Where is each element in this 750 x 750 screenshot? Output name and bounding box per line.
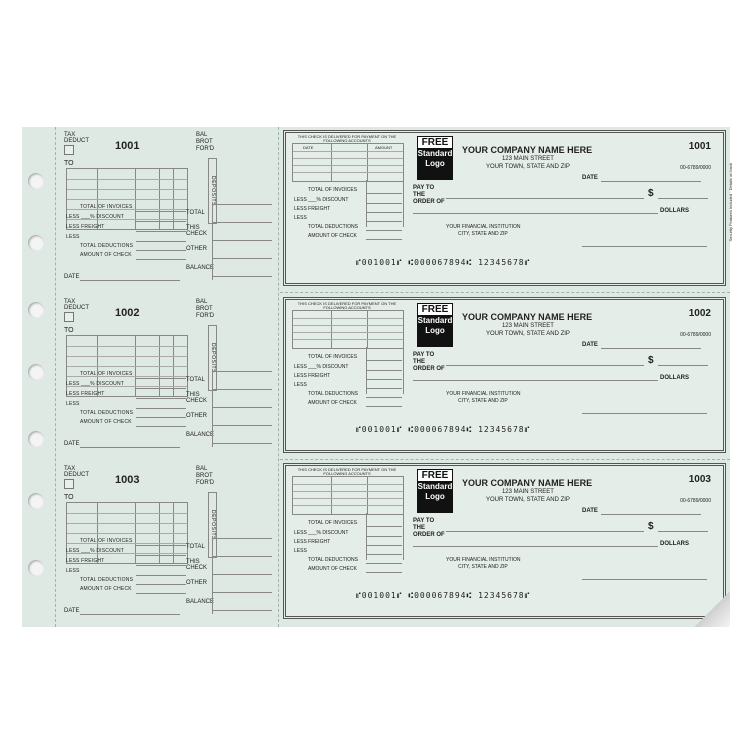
this-check-label: THIS CHECK — [186, 559, 208, 571]
check-stub — [60, 295, 275, 460]
company-street: 123 MAIN STREET — [501, 323, 554, 329]
deposits-label: DEPOSITS — [208, 325, 217, 391]
bank-name: YOUR FINANCIAL INSTITUTION — [446, 224, 521, 230]
memo-amount-header: AMOUNT — [375, 145, 393, 150]
routing-fraction: 00-6789/0000 — [680, 332, 711, 338]
pay-to-order-label: PAY TO THE ORDER OF — [413, 185, 445, 205]
bank-name: YOUR FINANCIAL INSTITUTION — [446, 557, 521, 563]
amount-words-line[interactable] — [413, 213, 658, 214]
check-date-line[interactable] — [601, 514, 701, 515]
date-label: DATE — [64, 608, 80, 614]
logo-free-text: FREE — [418, 470, 452, 481]
less-freight-label: LESS FREIGHT — [66, 391, 105, 397]
check-date-label: DATE — [582, 175, 598, 181]
less-discount-label: LESS ___% DISCOUNT — [66, 548, 125, 554]
total-deductions-label: TOTAL DEDUCTIONS — [80, 243, 134, 249]
other-label: OTHER — [186, 413, 207, 419]
memo-total-deductions-label: TOTAL DEDUCTIONS — [308, 224, 358, 230]
less-label: LESS — [66, 568, 80, 574]
check-date-line[interactable] — [601, 348, 701, 349]
logo-free-text: FREE — [418, 304, 452, 315]
logo-standard-text: Standard — [417, 149, 453, 158]
dollars-label: DOLLARS — [660, 541, 689, 547]
dollar-sign: $ — [648, 521, 654, 532]
memo-total-invoices-label: TOTAL OF INVOICES — [308, 520, 358, 526]
bank-city: CITY, STATE AND ZIP — [458, 564, 508, 570]
other-label: OTHER — [186, 246, 207, 252]
stub-number: 1001 — [115, 140, 140, 152]
total-invoices-label: TOTAL OF INVOICES — [80, 371, 133, 377]
this-check-label: THIS CHECK — [186, 225, 208, 237]
company-city: YOUR TOWN, STATE AND ZIP — [486, 331, 570, 337]
memo-less-freight-label: LESS FREIGHT — [294, 539, 331, 545]
memo-less-freight-label: LESS FREIGHT — [294, 373, 331, 379]
tax-deduct-label: TAX DEDUCT — [64, 466, 89, 478]
logo-logo-text: Logo — [425, 326, 445, 335]
binder-hole — [28, 431, 44, 447]
company-logo — [417, 303, 453, 347]
memo-amount-of-check-label: AMOUNT OF CHECK — [308, 566, 357, 572]
balance-brought-forward-label: BAL BROT FOR'D — [196, 466, 215, 486]
memo-grid — [292, 143, 404, 182]
stub-number: 1002 — [115, 307, 140, 319]
binder-hole — [28, 560, 44, 576]
bank-city: CITY, STATE AND ZIP — [458, 231, 508, 237]
logo-logo-text: Logo — [425, 492, 445, 501]
company-street: 123 MAIN STREET — [501, 489, 554, 495]
check-number: 1001 — [688, 141, 711, 152]
company-street: 123 MAIN STREET — [501, 156, 554, 162]
signature-line[interactable] — [582, 246, 707, 247]
perforation-horizontal — [280, 459, 730, 460]
company-name: YOUR COMPANY NAME HERE — [462, 145, 593, 155]
tax-deduct-label: TAX DEDUCT — [64, 299, 89, 311]
to-label: TO — [64, 494, 74, 501]
bank-name: YOUR FINANCIAL INSTITUTION — [446, 391, 521, 397]
check-body — [283, 463, 726, 619]
less-discount-label: LESS ___% DISCOUNT — [66, 214, 125, 220]
company-address — [486, 155, 570, 171]
memo-total-invoices-label: TOTAL OF INVOICES — [308, 187, 358, 193]
amount-line[interactable] — [658, 365, 708, 366]
company-address — [486, 322, 570, 338]
total-label: TOTAL — [186, 210, 205, 216]
to-label: TO — [64, 327, 74, 334]
pay-to-order-label: PAY TO THE ORDER OF — [413, 352, 445, 372]
balance-label: BALANCE — [186, 432, 215, 438]
total-deductions-label: TOTAL DEDUCTIONS — [80, 410, 134, 416]
logo-free-text: FREE — [418, 137, 452, 148]
security-note: Security Features Included · Details on back — [728, 163, 733, 242]
memo-less-label: LESS — [294, 382, 307, 388]
balance-label: BALANCE — [186, 599, 215, 605]
pay-to-order-label: PAY TO THE ORDER OF — [413, 518, 445, 538]
binder-hole — [28, 173, 44, 189]
memo-header: THIS CHECK IS DELIVERED FOR PAYMENT ON THE FOLLOWING ACCOUNTS — [297, 467, 397, 476]
less-label: LESS — [66, 234, 80, 240]
payee-line[interactable] — [446, 531, 644, 532]
check-number: 1003 — [688, 474, 711, 485]
check-stub — [60, 128, 275, 293]
check-stub — [60, 462, 275, 627]
signature-line[interactable] — [582, 579, 707, 580]
dollar-sign: $ — [648, 355, 654, 366]
memo-grid — [292, 310, 404, 349]
page-curl — [694, 591, 730, 627]
binder-hole — [28, 364, 44, 380]
amount-words-line[interactable] — [413, 380, 658, 381]
micr-line: ⑈001001⑈ ⑆000067894⑆ 12345678⑈ — [356, 591, 531, 600]
check-number: 1002 — [688, 308, 711, 319]
perforation-horizontal — [280, 292, 730, 293]
dollar-sign: $ — [648, 188, 654, 199]
check-date-label: DATE — [582, 508, 598, 514]
other-label: OTHER — [186, 580, 207, 586]
company-city: YOUR TOWN, STATE AND ZIP — [486, 497, 570, 503]
micr-line: ⑈001001⑈ ⑆000067894⑆ 12345678⑈ — [356, 258, 531, 267]
perforation-vertical — [55, 127, 56, 627]
company-logo — [417, 136, 453, 180]
tax-deduct-label: TAX DEDUCT — [64, 132, 89, 144]
deposits-label: DEPOSITS — [208, 158, 217, 224]
check-body — [283, 130, 733, 286]
balance-label: BALANCE — [186, 265, 215, 271]
balance-brought-forward-label: BAL BROT FOR'D — [196, 132, 215, 152]
company-logo — [417, 469, 453, 513]
financial-institution — [446, 557, 521, 571]
amount-words-line[interactable] — [413, 546, 658, 547]
total-deductions-label: TOTAL DEDUCTIONS — [80, 577, 134, 583]
amount-of-check-label: AMOUNT OF CHECK — [80, 419, 132, 425]
memo-less-label: LESS — [294, 215, 307, 221]
routing-fraction: 00-6789/0000 — [680, 165, 711, 171]
amount-line[interactable] — [658, 198, 708, 199]
tax-deduct-checkbox[interactable] — [64, 479, 74, 489]
total-label: TOTAL — [186, 544, 205, 550]
memo-amount-of-check-label: AMOUNT OF CHECK — [308, 233, 357, 239]
amount-of-check-label: AMOUNT OF CHECK — [80, 586, 132, 592]
memo-less-discount-label: LESS ___% DISCOUNT — [294, 197, 349, 203]
amount-of-check-label: AMOUNT OF CHECK — [80, 252, 132, 258]
this-check-label: THIS CHECK — [186, 392, 208, 404]
bank-city: CITY, STATE AND ZIP — [458, 398, 508, 404]
less-freight-label: LESS FREIGHT — [66, 558, 105, 564]
amount-line[interactable] — [658, 531, 708, 532]
memo-date-header: DATE — [303, 145, 314, 150]
memo-grid — [292, 476, 404, 515]
to-label: TO — [64, 160, 74, 167]
total-label: TOTAL — [186, 377, 205, 383]
memo-less-freight-label: LESS FREIGHT — [294, 206, 331, 212]
memo-total-invoices-label: TOTAL OF INVOICES — [308, 354, 358, 360]
logo-logo-text: Logo — [425, 159, 445, 168]
tax-deduct-checkbox[interactable] — [64, 145, 74, 155]
balance-brought-forward-label: BAL BROT FOR'D — [196, 299, 215, 319]
memo-less-discount-label: LESS ___% DISCOUNT — [294, 364, 349, 370]
routing-fraction: 00-6789/0000 — [680, 498, 711, 504]
total-invoices-label: TOTAL OF INVOICES — [80, 204, 133, 210]
company-address — [486, 488, 570, 504]
binder-hole — [28, 493, 44, 509]
stub-number: 1003 — [115, 474, 140, 486]
memo-less-discount-label: LESS ___% DISCOUNT — [294, 530, 349, 536]
financial-institution — [446, 391, 521, 405]
company-city: YOUR TOWN, STATE AND ZIP — [486, 164, 570, 170]
binder-hole — [28, 235, 44, 251]
logo-standard-text: Standard — [417, 482, 453, 491]
company-name: YOUR COMPANY NAME HERE — [462, 478, 593, 488]
less-discount-label: LESS ___% DISCOUNT — [66, 381, 125, 387]
signature-line[interactable] — [582, 413, 707, 414]
deposits-label: DEPOSITS — [208, 492, 217, 558]
dollars-label: DOLLARS — [660, 208, 689, 214]
micr-line: ⑈001001⑈ ⑆000067894⑆ 12345678⑈ — [356, 425, 531, 434]
less-freight-label: LESS FREIGHT — [66, 224, 105, 230]
total-invoices-label: TOTAL OF INVOICES — [80, 538, 133, 544]
less-label: LESS — [66, 401, 80, 407]
check-date-line[interactable] — [601, 181, 701, 182]
check-body — [283, 297, 726, 453]
date-label: DATE — [64, 274, 80, 280]
logo-standard-text: Standard — [417, 316, 453, 325]
memo-amount-of-check-label: AMOUNT OF CHECK — [308, 400, 357, 406]
date-label: DATE — [64, 441, 80, 447]
memo-header: THIS CHECK IS DELIVERED FOR PAYMENT ON THE FOLLOWING ACCOUNTS — [297, 134, 397, 143]
payee-line[interactable] — [446, 198, 644, 199]
memo-header: THIS CHECK IS DELIVERED FOR PAYMENT ON THE FOLLOWING ACCOUNTS — [297, 301, 397, 310]
payee-line[interactable] — [446, 365, 644, 366]
check-date-label: DATE — [582, 342, 598, 348]
memo-less-label: LESS — [294, 548, 307, 554]
memo-total-deductions-label: TOTAL DEDUCTIONS — [308, 391, 358, 397]
dollars-label: DOLLARS — [660, 375, 689, 381]
binder-hole — [28, 302, 44, 318]
tax-deduct-checkbox[interactable] — [64, 312, 74, 322]
company-name: YOUR COMPANY NAME HERE — [462, 312, 593, 322]
financial-institution — [446, 224, 521, 238]
perforation-vertical — [278, 127, 279, 627]
memo-total-deductions-label: TOTAL DEDUCTIONS — [308, 557, 358, 563]
